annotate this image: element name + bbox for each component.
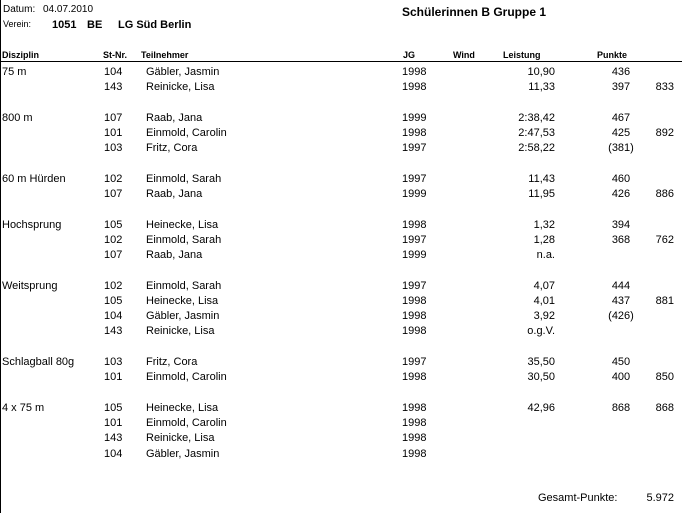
table-row — [0, 126, 682, 141]
cell-performance: 35,50 — [527, 356, 555, 368]
cell-year: 1998 — [402, 66, 427, 78]
cell-points: 425 — [611, 127, 631, 139]
cell-start-number: 107 — [104, 188, 123, 200]
cell-year: 1999 — [402, 112, 427, 124]
cell-year: 1997 — [402, 356, 427, 368]
club-region: BE — [87, 19, 103, 31]
cell-discipline: 60 m Hürden — [2, 173, 66, 185]
cell-participant: Fritz, Cora — [146, 142, 198, 154]
cell-participant: Einmold, Sarah — [146, 280, 222, 292]
cell-participant: Raab, Jana — [146, 249, 203, 261]
col-wind: Wind — [453, 50, 475, 60]
cell-participant: Einmold, Carolin — [146, 371, 227, 383]
cell-year: 1998 — [402, 417, 427, 429]
total-value: 5.972 — [646, 492, 674, 504]
cell-performance: 1,32 — [533, 219, 555, 231]
cell-year: 1997 — [402, 234, 427, 246]
header-separator — [0, 61, 682, 62]
cell-start-number: 107 — [104, 112, 123, 124]
cell-start-number: 104 — [104, 66, 123, 78]
cell-points: (426) — [608, 310, 634, 322]
cell-start-number: 105 — [104, 295, 123, 307]
cell-points: 450 — [611, 356, 631, 368]
cell-points: 400 — [611, 371, 631, 383]
col-points: Punkte — [597, 50, 628, 60]
cell-discipline: Schlagball 80g — [2, 356, 75, 368]
cell-discipline: 75 m — [2, 66, 27, 78]
cell-start-number: 101 — [104, 417, 123, 429]
cell-year: 1999 — [402, 249, 427, 261]
total-label: Gesamt-Punkte: — [538, 492, 618, 504]
cell-points: 426 — [611, 188, 631, 200]
cell-participant: Gäbler, Jasmin — [146, 66, 220, 78]
club-name: LG Süd Berlin — [118, 19, 192, 31]
cell-year: 1998 — [402, 371, 427, 383]
cell-start-number: 104 — [104, 448, 123, 460]
cell-performance: 11,95 — [528, 188, 555, 200]
cell-discipline: 4 x 75 m — [2, 402, 45, 414]
cell-year: 1998 — [402, 127, 427, 139]
cell-year: 1998 — [402, 402, 427, 414]
cell-participant: Gäbler, Jasmin — [146, 310, 220, 322]
cell-year: 1998 — [402, 295, 427, 307]
cell-performance: 2:47,53 — [518, 127, 555, 139]
cell-performance: 10,90 — [527, 66, 555, 78]
cell-total: 892 — [655, 127, 674, 139]
col-participant: Teilnehmer — [141, 50, 189, 60]
cell-start-number: 107 — [104, 249, 123, 261]
cell-participant: Fritz, Cora — [146, 356, 198, 368]
cell-performance: 30,50 — [527, 371, 555, 383]
col-start-number: St-Nr. — [103, 50, 128, 60]
cell-performance: 42,96 — [527, 402, 555, 414]
cell-performance: 2:38,42 — [518, 112, 555, 124]
cell-start-number: 105 — [104, 402, 123, 414]
cell-performance: o.g.V. — [527, 325, 555, 337]
cell-participant: Heinecke, Lisa — [146, 295, 219, 307]
cell-participant: Raab, Jana — [146, 188, 203, 200]
cell-points: (381) — [608, 142, 634, 154]
cell-participant: Raab, Jana — [146, 112, 203, 124]
cell-year: 1998 — [402, 448, 427, 460]
cell-start-number: 102 — [104, 280, 123, 292]
cell-points: 394 — [611, 219, 631, 231]
cell-start-number: 143 — [104, 432, 123, 444]
cell-participant: Einmold, Sarah — [146, 173, 222, 185]
cell-start-number: 143 — [104, 81, 123, 93]
cell-start-number: 105 — [104, 219, 123, 231]
col-performance: Leistung — [503, 50, 541, 60]
table-row — [0, 309, 682, 324]
cell-participant: Einmold, Sarah — [146, 234, 222, 246]
cell-performance: 3,92 — [533, 310, 555, 322]
table-row — [0, 416, 682, 431]
cell-participant: Reinicke, Lisa — [146, 81, 215, 93]
table-row — [0, 401, 682, 416]
cell-start-number: 103 — [104, 356, 123, 368]
page-title: Schülerinnen B Gruppe 1 — [402, 5, 547, 19]
cell-year: 1998 — [402, 81, 427, 93]
cell-total: 762 — [655, 234, 674, 246]
cell-performance: 11,43 — [528, 173, 555, 185]
table-row — [0, 447, 682, 462]
table-row — [0, 233, 682, 248]
cell-year: 1997 — [402, 280, 427, 292]
cell-year: 1998 — [402, 325, 427, 337]
cell-year: 1999 — [402, 188, 427, 200]
cell-total: 833 — [655, 81, 674, 93]
cell-performance: 1,28 — [533, 234, 555, 246]
table-row — [0, 431, 682, 446]
cell-discipline: Hochsprung — [2, 219, 62, 231]
cell-year: 1997 — [402, 142, 427, 154]
table-row — [0, 80, 682, 95]
cell-points: 397 — [611, 81, 631, 93]
cell-total: 850 — [655, 371, 674, 383]
table-row — [0, 187, 682, 202]
cell-performance: 4,01 — [533, 295, 555, 307]
cell-participant: Heinecke, Lisa — [146, 219, 219, 231]
cell-start-number: 101 — [104, 371, 123, 383]
cell-points: 437 — [611, 295, 631, 307]
cell-performance: 11,33 — [528, 81, 555, 93]
table-row — [0, 248, 682, 263]
table-row — [0, 218, 682, 233]
cell-participant: Heinecke, Lisa — [146, 402, 219, 414]
cell-performance: 2:58,22 — [518, 142, 555, 154]
cell-year: 1997 — [402, 173, 427, 185]
table-row — [0, 355, 682, 370]
cell-start-number: 102 — [104, 234, 123, 246]
cell-performance: 4,07 — [533, 280, 555, 292]
cell-start-number: 143 — [104, 325, 123, 337]
cell-participant: Reinicke, Lisa — [146, 325, 215, 337]
cell-total: 868 — [655, 402, 674, 414]
cell-start-number: 104 — [104, 310, 123, 322]
date-label: Datum: — [3, 4, 36, 15]
club-label: Verein: — [3, 19, 32, 29]
cell-points: 368 — [611, 234, 631, 246]
table-row — [0, 294, 682, 309]
cell-discipline: 800 m — [2, 112, 33, 124]
col-discipline: Disziplin — [2, 50, 40, 60]
cell-participant: Einmold, Carolin — [146, 417, 227, 429]
cell-start-number: 102 — [104, 173, 123, 185]
cell-year: 1998 — [402, 219, 427, 231]
cell-start-number: 103 — [104, 142, 123, 154]
cell-points: 444 — [611, 280, 631, 292]
cell-performance: n.a. — [536, 249, 555, 261]
cell-points: 460 — [611, 173, 631, 185]
table-row — [0, 172, 682, 187]
club-number: 1051 — [52, 19, 77, 31]
cell-participant: Einmold, Carolin — [146, 127, 227, 139]
table-row — [0, 279, 682, 294]
cell-participant: Reinicke, Lisa — [146, 432, 215, 444]
cell-participant: Gäbler, Jasmin — [146, 448, 220, 460]
cell-start-number: 101 — [104, 127, 123, 139]
cell-year: 1998 — [402, 310, 427, 322]
cell-total: 886 — [655, 188, 674, 200]
cell-year: 1998 — [402, 432, 427, 444]
cell-points: 467 — [611, 112, 631, 124]
cell-total: 881 — [655, 295, 674, 307]
cell-points: 868 — [611, 402, 631, 414]
date-value: 04.07.2010 — [43, 4, 94, 15]
cell-points: 436 — [611, 66, 631, 78]
table-row — [0, 65, 682, 80]
table-row — [0, 141, 682, 156]
cell-discipline: Weitsprung — [2, 280, 58, 292]
table-row — [0, 370, 682, 385]
table-row — [0, 324, 682, 339]
table-row — [0, 111, 682, 126]
col-year: JG — [403, 50, 416, 60]
